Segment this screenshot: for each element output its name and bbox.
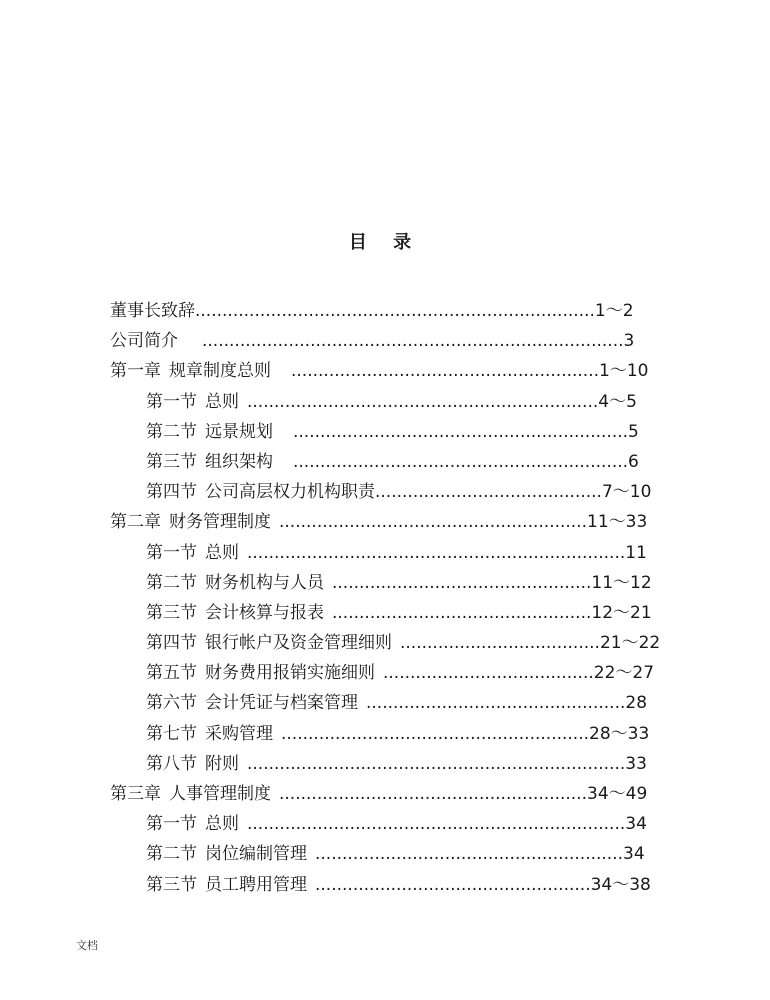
table-of-contents [0,296,770,900]
page-title: 目 录 [348,232,422,253]
toc-entry[interactable] [0,658,770,688]
toc-dot-leader: ................................................ [366,693,626,714]
toc-entry-label: 会计凭证与档案管理 [205,693,358,714]
toc-entry-text [110,326,634,356]
toc-entry-text [146,477,651,507]
toc-entry-number: 第五节 [146,663,197,684]
toc-entry[interactable] [0,538,770,568]
footer-label: 文档 [76,939,98,952]
toc-entry-number: 第三章 [110,784,161,804]
toc-entry-text [110,356,648,386]
toc-entry-number: 第八节 [146,753,197,774]
toc-entry-label: 财务机构与人员 [205,572,324,593]
toc-dot-leader: ...................................................................... [247,753,626,774]
toc-entry-text [146,628,660,658]
toc-entry-number: 第三节 [146,451,197,472]
toc-dot-leader: ................................................ [332,602,592,623]
toc-entry[interactable] [0,870,770,900]
toc-entry[interactable] [0,326,770,356]
toc-page-range: 28～33 [589,723,650,744]
toc-entry[interactable] [0,387,770,417]
toc-entry-text [146,688,647,718]
toc-dot-leader: .............................................................................. [202,331,624,352]
toc-entry-number: 第一节 [146,391,197,412]
toc-entry-label: 总则 [205,542,239,563]
toc-entry[interactable] [0,568,770,598]
toc-entry[interactable] [0,417,770,447]
toc-page-range: 12～21 [591,602,652,623]
toc-entry-label: 组织架构 [205,451,273,472]
toc-dot-leader: ......................................................... [281,723,590,744]
toc-entry-number: 第二节 [146,572,197,593]
toc-dot-leader: ................................................... [315,874,591,895]
toc-dot-leader: ..................................... [400,633,600,654]
toc-entry-number: 第二章 [110,512,161,533]
toc-entry-label: 采购管理 [205,723,273,744]
toc-dot-leader: ................................................ [332,572,592,593]
toc-entry-text [110,296,634,326]
toc-entry-number: 第四节 [146,633,197,654]
toc-entry-label: 人事管理制度 [169,784,271,804]
toc-entry-label: 财务费用报销实施细则 [205,663,375,684]
toc-page-range: 3 [623,331,635,352]
toc-page-range: 4～5 [598,391,637,412]
toc-entry-label: 总则 [205,814,239,835]
toc-page-range: 1～2 [594,301,634,321]
toc-entry[interactable] [0,688,770,718]
toc-entry-label: 远景规划 [205,421,273,442]
toc-dot-leader: .............................................................. [293,451,629,472]
toc-entry-number: 第三节 [146,602,197,623]
toc-entry-text [146,839,645,869]
toc-entry-text [146,387,637,417]
toc-entry-label: 公司高层权力机构职责 [205,482,375,503]
toc-entry-label: 会计核算与报表 [205,602,324,623]
toc-entry-number: 第三节 [146,874,197,895]
toc-page-range: 21～22 [599,633,661,654]
toc-page-range: 1～10 [599,361,649,382]
toc-entry-text [146,538,647,568]
toc-page-range: 34 [625,814,647,835]
toc-entry[interactable] [0,749,770,779]
toc-page-range: 34～38 [590,874,651,895]
toc-page-range: 5 [628,421,639,442]
toc-dot-leader: ...................................................................... [247,814,626,835]
toc-entry-number: 第一章 [110,361,161,382]
toc-entry-number: 第四节 [146,482,197,503]
toc-dot-leader: ....................................... [383,663,594,684]
toc-entry-number: 第一节 [146,542,197,563]
toc-entry-text [146,417,639,447]
toc-entry[interactable] [0,507,770,537]
toc-entry[interactable] [0,809,770,839]
toc-dot-leader: .......................................................................... [195,301,595,321]
toc-entry-label: 附则 [205,753,239,774]
toc-dot-leader: ...................................................................... [247,542,626,563]
toc-entry[interactable] [0,356,770,386]
toc-entry[interactable] [0,598,770,628]
toc-page-range: 33 [625,753,647,774]
toc-entry-text [146,749,647,779]
toc-entry-text [146,870,651,900]
toc-page-range: 34～49 [587,784,648,804]
toc-page-range: 6 [628,451,639,472]
toc-entry-label: 员工聘用管理 [205,874,307,895]
toc-entry-text [146,658,654,688]
toc-entry-label: 总则 [205,391,239,412]
toc-page-range: 11 [625,542,647,563]
toc-entry[interactable] [0,719,770,749]
toc-entry-number: 第二节 [146,844,197,865]
toc-dot-leader: ......................................................... [315,844,624,865]
toc-entry[interactable] [0,839,770,869]
toc-page-range: 22～27 [593,663,655,684]
toc-entry-label: 财务管理制度 [169,512,271,533]
toc-entry-text [146,719,649,749]
toc-page-range: 7～10 [601,482,652,503]
toc-dot-leader: ......................................................... [279,784,588,804]
toc-entry-label: 岗位编制管理 [205,844,307,865]
toc-dot-leader: ................................................................. [247,391,599,412]
toc-entry-number: 第二节 [146,421,197,442]
toc-page-range: 11～12 [591,572,652,593]
toc-entry-label: 规章制度总则 [169,361,271,382]
toc-entry-text [110,779,647,809]
toc-entry[interactable] [0,779,770,809]
toc-entry-text [110,507,647,537]
toc-page-range: 11～33 [587,512,648,533]
toc-dot-leader: ......................................................... [291,361,600,382]
toc-entry-number: 第七节 [146,723,197,744]
toc-entry-text [146,447,639,477]
toc-entry-text [146,598,652,628]
toc-entry-label: 银行帐户及资金管理细则 [205,633,392,654]
toc-entry-text [146,568,652,598]
toc-entry-text [146,809,647,839]
toc-entry[interactable] [0,447,770,477]
toc-entry-number: 第一节 [146,814,197,835]
toc-dot-leader: ......................................................... [279,512,588,533]
toc-dot-leader: .............................................................. [293,421,629,442]
toc-dot-leader: .......................................... [375,482,602,503]
toc-entry-label: 公司简介 [110,331,178,352]
toc-page-range: 28 [625,693,648,714]
toc-page-range: 34 [623,844,645,865]
toc-entry-number: 第六节 [146,693,197,714]
toc-entry[interactable] [0,296,770,326]
toc-entry[interactable] [0,477,770,507]
toc-entry-label: 董事长致辞 [110,301,195,321]
toc-entry[interactable] [0,628,770,658]
